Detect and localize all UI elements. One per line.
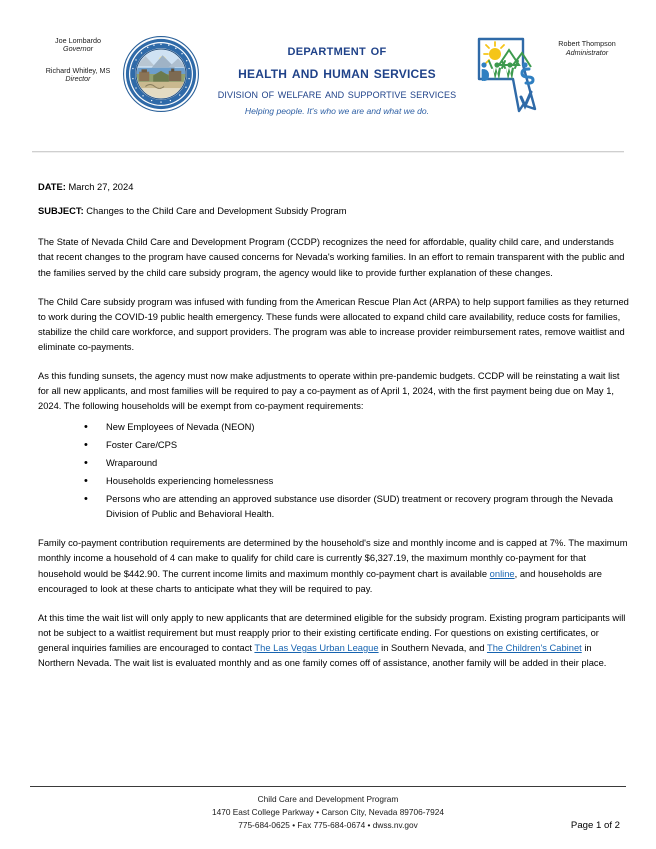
official-governor (38, 37, 118, 54)
department-line-2: health and human services (238, 63, 436, 82)
list-item: • Wraparound (84, 456, 630, 471)
department-line-3: division of welfare and supportive services (217, 87, 457, 102)
list-item: • Foster Care/CPS (84, 438, 630, 453)
paragraph-4-text-before: Family co-payment contribution requirements are determined by the household's size and monthly income and is capped at 7%. The maximum monthly income a household of 4 can make to qualify for child care is currently $6,327.19, the maximum monthly co-payment for that household would be $442.90. The current income limits and maximum monthly co-payment chart is available (38, 538, 628, 579)
paragraph-1: The State of Nevada Child Care and Development Program (CCDP) recognizes the need for affordable, quality child care, and understands that recent changes to the program have caused concerns for Nevada's working families. In an effort to remain transparent with the public and the families served by the child care subsidy program, the agency would like to provide further explanation of these changes. (38, 237, 625, 278)
list-item: • New Employees of Nevada (NEON) (84, 420, 630, 435)
paragraph-4 (38, 536, 630, 597)
nevada-state-seal-icon (122, 35, 200, 113)
paragraph-5-text-middle: in Southern Nevada, and (378, 643, 487, 653)
paragraph-2: The Child Care subsidy program was infused with funding from the American Rescue Plan Act (ARPA) to help support families as they returned to work during the COVID-19 public health emergency. These funds were allocated to expand child care availability, reduce costs for families, stabilize the child care workforce, and support providers. The program was able to increase provider reimbursement rates, remove waitlist and eliminate co-payments. (38, 296, 629, 352)
state-seal-container (118, 33, 204, 113)
childrens-cabinet-link[interactable]: The Children's Cabinet (486, 643, 582, 653)
right-official (544, 33, 630, 57)
department-tagline: Helping people. It's who we are and what we do. (244, 105, 430, 116)
online-chart-link[interactable]: online (489, 568, 515, 579)
official-title: Governor (63, 44, 93, 54)
footer-address-block (30, 793, 626, 832)
paragraph-5 (38, 611, 630, 672)
date-line (38, 180, 630, 195)
paragraph-5-text-after: in Northern Nevada. The wait list is evaluated monthly and as one family comes off of assistance, another family will be added in their place. (38, 643, 607, 669)
letter-body (0, 153, 656, 671)
subject-line (38, 204, 630, 219)
page-number: Page 1 of 2 (570, 820, 620, 831)
official-title: Director (65, 74, 91, 84)
official-director (38, 67, 118, 84)
paragraph-4-text-after: , and households are encouraged to look at these charts to anticipate what they will be required to pay. (38, 568, 602, 594)
footer-program-name: Child Care and Development Program (257, 794, 399, 805)
date-value: March 27, 2024 (68, 182, 134, 192)
official-name: Joe Lombardo (55, 36, 101, 45)
dwss-logo-icon (473, 35, 541, 115)
subject-label: SUBJECT: (38, 206, 84, 217)
footer-address: 1470 East College Parkway • Carson City, Nevada 89706-7924 (212, 807, 444, 818)
official-name: Robert Thompson (558, 39, 616, 48)
official-title: Administrator (565, 48, 609, 57)
paragraph-3: As this funding sunsets, the agency must now make adjustments to operate within pre-pandemic budgets. CCDP will be reinstating a wait list for all new applicants, and most families will be required to pay a co-payment as of April 1, 2024, with the first payment being due on May 1, 2024. The following households will be exempt from co-payment requirements: (38, 371, 620, 412)
paragraph-5-text-before: At this time the wait list will only apply to new applicants that are determined eligible for the subsidy program. Existing program participants will not be subject to a waitlist requirement but must reapply prior to their existing certificate ending. For questions on existing certificates, or general inquiries families are encouraged to contact (38, 612, 626, 653)
date-label: DATE: (38, 182, 66, 192)
dwss-logo-container (470, 33, 544, 115)
list-item: • Persons who are attending an approved substance use disorder (SUD) treatment or recovery program through the Nevada Division of Public and Behavioral Health. (84, 492, 630, 522)
footer-contact: 775-684-0625 • Fax 775-684-0674 • dwss.nv.gov (238, 820, 418, 831)
list-item: • Households experiencing homelessness (84, 474, 630, 489)
letterhead (0, 0, 656, 133)
department-line-1: department of (287, 42, 387, 59)
footer-content (0, 787, 656, 849)
subject-value: Changes to the Child Care and Development Subsidy Program (86, 206, 347, 217)
document-footer (0, 786, 656, 849)
department-title-block (204, 33, 470, 116)
official-name: Richard Whitley, MS (45, 65, 111, 75)
las-vegas-urban-league-link[interactable]: The Las Vegas Urban League (254, 643, 379, 653)
left-officials (38, 33, 118, 84)
exempt-households-list (38, 420, 630, 523)
